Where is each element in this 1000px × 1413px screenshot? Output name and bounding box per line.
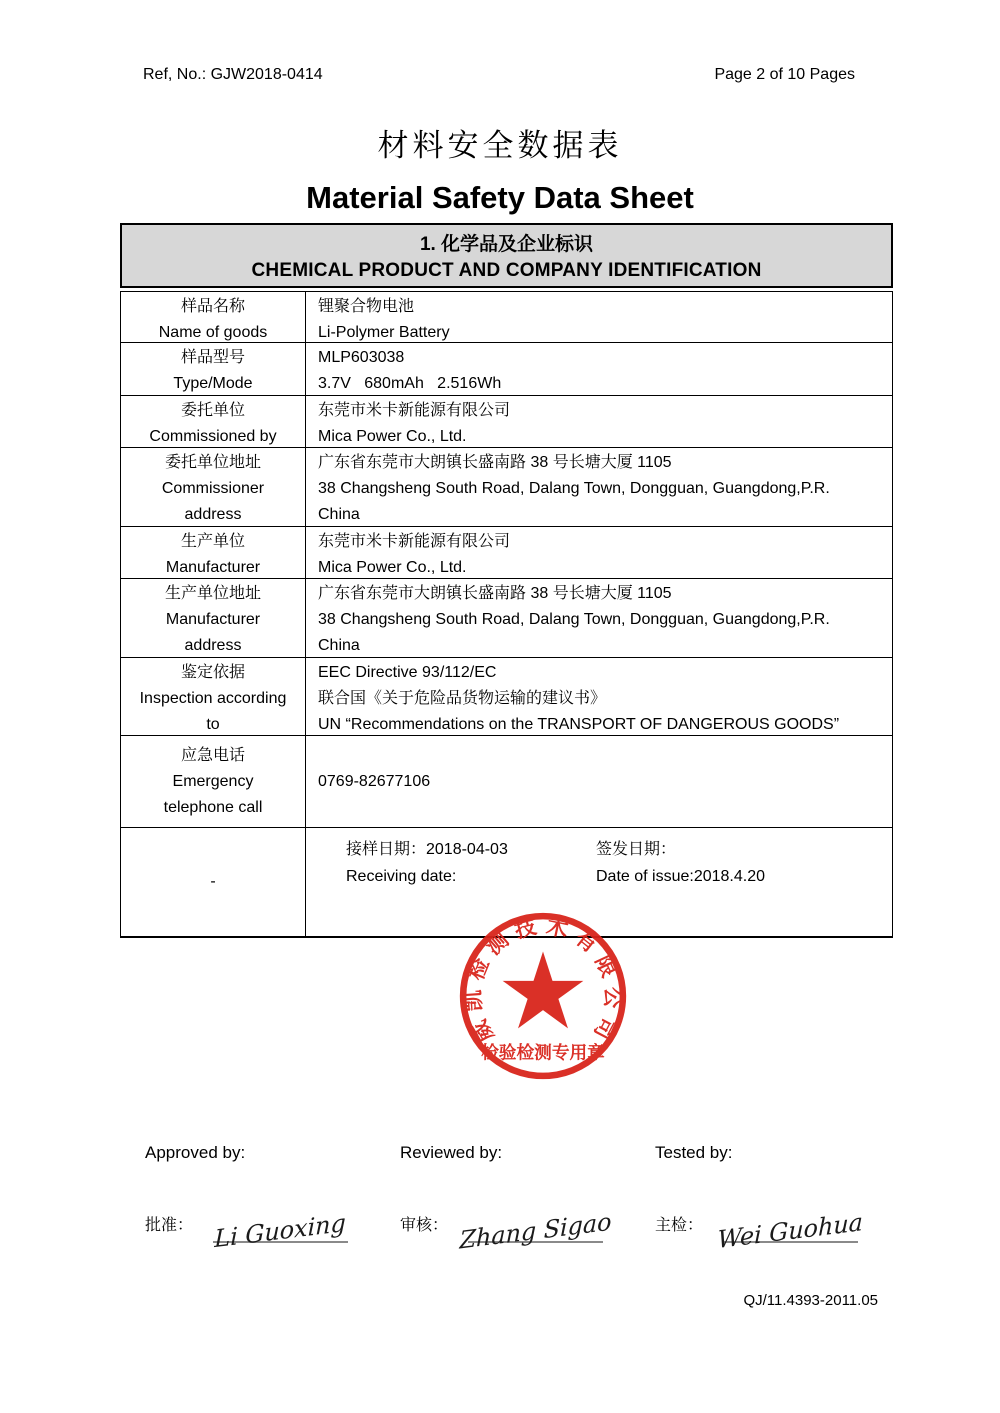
approved-by-label-cn: 批准： (145, 1217, 194, 1234)
row-value: 东莞市米卡新能源有限公司 Mica Power Co., Ltd. (318, 402, 511, 445)
row-label: 生产单位地址 Manufacturer address (121, 579, 306, 661)
table-row-manufacturer-address (121, 578, 892, 657)
tested-by-column (655, 1143, 910, 1255)
table-row-commissioned-by (121, 395, 892, 447)
stamp-star-icon (503, 952, 584, 1029)
ref-number: Ref, No.: GJW2018-0414 (143, 66, 323, 83)
page-header (143, 66, 855, 84)
signature-block (145, 1143, 935, 1255)
receiving-date-cn: 接样日期：2018-04-03 (346, 841, 508, 858)
table-row-type-mode (121, 342, 892, 395)
table-row-manufacturer (121, 526, 892, 578)
reviewed-signature: Zhang Sigao (459, 1207, 612, 1255)
company-stamp (452, 905, 634, 1087)
reviewed-by-column (400, 1143, 655, 1255)
row-value: 锂聚合物电池 Li-Polymer Battery (318, 298, 450, 341)
table-row-emergency-telephone (121, 735, 892, 827)
page-number: Page 2 of 10 Pages (714, 66, 855, 83)
reviewed-by-label: Reviewed by: (400, 1143, 503, 1162)
tested-signature-line (717, 1187, 864, 1255)
section1-heading-en: CHEMICAL PRODUCT AND COMPANY IDENTIFICATION (251, 260, 762, 281)
row-label (121, 828, 306, 936)
tested-signature: Wei Guohua (717, 1207, 864, 1255)
tested-by-label: Tested by: (655, 1143, 733, 1162)
issue-date-en: Date of issue:2018.4.20 (596, 868, 766, 885)
section1-heading-cn: 1. 化学品及企业标识 (419, 234, 594, 255)
footer-standard-code: QJ/11.4393-2011.05 (743, 1292, 878, 1309)
issue-date-cn: 签发日期： (596, 841, 677, 858)
stamp-arc-text: 威凯检测技术有限公司 (461, 914, 624, 1046)
section1-heading (120, 223, 893, 288)
row-value: 东莞市米卡新能源有限公司 Mica Power Co., Ltd. (318, 533, 511, 576)
table-row-name-of-goods (121, 292, 892, 342)
row-label: 样品名称 Name of goods (121, 292, 306, 348)
approved-signature-line (213, 1187, 348, 1254)
tested-by-label-cn: 主检： (655, 1217, 704, 1234)
identification-table (120, 291, 893, 938)
row-value: 广东省东莞市大朗镇长盛南路 38 号长塘大厦 1105 38 Changsheng South Road, Dalang Town, Dongguan, Guangdong,P.R. China (318, 454, 830, 523)
row-label: 委托单位地址 Commissioner address (121, 448, 306, 530)
reviewed-signature-line (459, 1187, 612, 1255)
stamp-bottom-text: 检验检测专用章 (481, 1042, 605, 1063)
document-title-en: Material Safety Data Sheet (306, 180, 694, 215)
row-value: 0769-82677106 (318, 772, 431, 790)
approved-by-column (145, 1143, 400, 1254)
row-label: 鉴定依据 Inspection according to (121, 658, 306, 740)
approved-signature: Li Guoxing (214, 1208, 347, 1254)
reviewed-by-label-cn: 审核： (400, 1217, 449, 1234)
row-value: EEC Directive 93/112/EC 联合国《关于危险品货物运输的建议书》 UN “Recommendations on the TRANSPORT OF DANGEROUS GOODS” (318, 664, 840, 733)
document-title-cn: 材料安全数据表 (377, 128, 623, 163)
row-label: 生产单位 Manufacturer (121, 527, 306, 583)
table-row-inspection-according-to (121, 657, 892, 735)
row-label: 应急电话 Emergency telephone call (121, 736, 306, 827)
table-row-commissioner-address (121, 447, 892, 526)
row-value: 广东省东莞市大朗镇长盛南路 38 号长塘大厦 1105 38 Changsheng South Road, Dalang Town, Dongguan, Guangdong,P.R. China (318, 585, 830, 654)
row-label: 委托单位 Commissioned by (121, 396, 306, 452)
approved-by-label: Approved by: (145, 1143, 246, 1162)
dash: - (210, 873, 216, 890)
receiving-date-en: Receiving date: (346, 868, 457, 885)
row-value: MLP603038 3.7V 680mAh 2.516Wh (318, 349, 502, 392)
row-label: 样品型号 Type/Mode (121, 343, 306, 399)
